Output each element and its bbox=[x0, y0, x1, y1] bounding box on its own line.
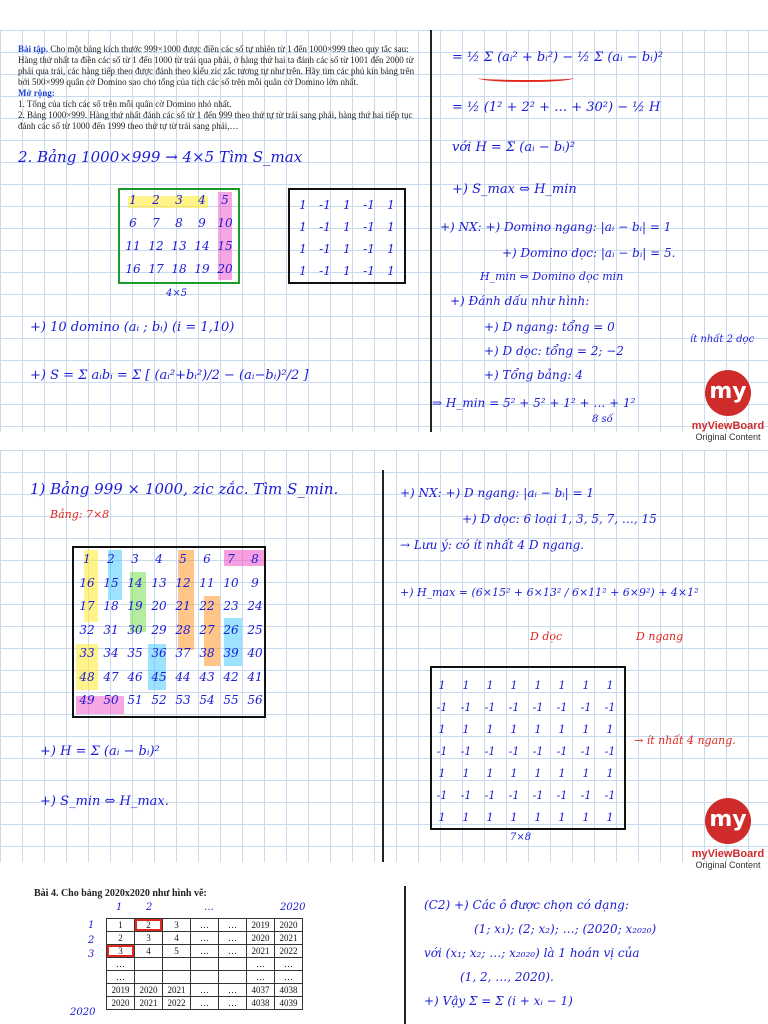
solution-line-4: (1, 2, …, 2020). bbox=[460, 970, 554, 984]
derivation-line-1: = ½ Σ (aᵢ² + bᵢ²) − ½ Σ (aᵢ − bᵢ)² bbox=[452, 50, 664, 65]
grid-cell: 6 bbox=[129, 216, 137, 230]
grid-cell: 48 bbox=[79, 669, 95, 684]
grid-cell: 14 bbox=[194, 239, 210, 253]
grid-cell: 56 bbox=[247, 693, 263, 707]
grid-cell: 53 bbox=[175, 693, 191, 707]
grid-cell: 34 bbox=[103, 646, 119, 660]
problem-heading: Bài tập. bbox=[18, 44, 49, 54]
derivation-line-7: H_min ⇔ Domino dọc min bbox=[480, 270, 624, 283]
whiteboard-page-3 bbox=[0, 882, 768, 1024]
derivation-line-5: +) NX: +) Domino ngang: |aᵢ − bᵢ| = 1 bbox=[440, 220, 672, 234]
sign-cell: -1 bbox=[580, 700, 592, 714]
grid-cell: 41 bbox=[247, 669, 263, 684]
sign-cell: 1 bbox=[462, 722, 470, 736]
sign-cell: 1 bbox=[606, 810, 614, 824]
grid-cell: 2 bbox=[107, 552, 115, 566]
derivation-line-6: +) Domino dọc: |aᵢ − bᵢ| = 5. bbox=[502, 246, 676, 260]
grid-cell: 10 bbox=[217, 216, 233, 230]
table-cell: 2021 bbox=[275, 932, 303, 945]
sign-cell: 1 bbox=[299, 264, 307, 278]
grid-cell: 7 bbox=[227, 552, 235, 566]
solution-line-3: với (x₁; x₂; …; x₂₀₂₀) là 1 hoán vị của bbox=[424, 946, 640, 960]
table-cell bbox=[135, 958, 163, 971]
sign-cell: 1 bbox=[510, 678, 518, 692]
table-cell: … bbox=[191, 919, 219, 932]
derivation-line-3: → Lưu ý: có ít nhất 4 D ngang. bbox=[400, 538, 585, 552]
grid-cell: 14 bbox=[127, 575, 143, 590]
grid-cell: 6 bbox=[203, 552, 211, 566]
sign-cell: 1 bbox=[486, 810, 494, 824]
table-cell: … bbox=[275, 971, 303, 984]
grid-label: 7×8 bbox=[510, 832, 532, 843]
sign-cell: -1 bbox=[363, 264, 375, 278]
table-cell: 2021 bbox=[163, 984, 191, 997]
table-cell: … bbox=[275, 958, 303, 971]
grid-cell: 23 bbox=[223, 599, 239, 613]
derivation-line-4: +) H_max = (6×15² + 6×13² / 6×11² + 6×9²) + 4×1² bbox=[400, 586, 699, 599]
grid-cell: 4 bbox=[155, 552, 163, 566]
sign-cell: -1 bbox=[580, 788, 592, 802]
sign-cell: 1 bbox=[510, 722, 518, 736]
red-underline bbox=[478, 74, 574, 82]
column-divider bbox=[382, 470, 384, 862]
grid-cell: 42 bbox=[223, 669, 239, 684]
grid-cell: 11 bbox=[199, 575, 215, 590]
table-cell: 3 bbox=[163, 919, 191, 932]
grid-cell: 21 bbox=[175, 599, 191, 613]
sign-cell: -1 bbox=[319, 220, 331, 234]
grid-note: → ít nhất 4 ngang. bbox=[634, 734, 736, 747]
derivation-line-2: +) D dọc: 6 loại 1, 3, 5, 7, …, 15 bbox=[462, 512, 657, 526]
table-cell: 2 bbox=[135, 919, 163, 932]
sign-cell: 1 bbox=[387, 198, 395, 212]
grid-cell: 51 bbox=[127, 693, 143, 707]
grid-cell: 52 bbox=[151, 693, 167, 707]
grid-cell: 44 bbox=[175, 669, 191, 684]
sign-cell: 1 bbox=[299, 198, 307, 212]
table-cell: 2021 bbox=[247, 945, 275, 958]
grid-cell: 37 bbox=[175, 646, 191, 660]
table-cell: 4038 bbox=[275, 984, 303, 997]
number-grid-4x5 bbox=[118, 188, 240, 284]
sum-formula: +) S = Σ aᵢbᵢ = Σ [ (aᵢ²+bᵢ²)/2 − (aᵢ−bᵢ)²/2 ] bbox=[30, 368, 309, 383]
table-cell bbox=[163, 958, 191, 971]
sign-cell: 1 bbox=[534, 678, 542, 692]
grid-cell: 17 bbox=[79, 599, 95, 613]
table-cell: 4038 bbox=[247, 997, 275, 1010]
sign-cell: 1 bbox=[558, 810, 566, 824]
derivation-line-13: ⇒ H_min = 5² + 5² + 1² + … + 1² bbox=[432, 396, 636, 410]
derivation-line-1: +) NX: +) D ngang: |aᵢ − bᵢ| = 1 bbox=[400, 486, 595, 500]
sign-cell: -1 bbox=[532, 700, 544, 714]
grid-cell: 18 bbox=[103, 599, 119, 613]
sign-cell: -1 bbox=[556, 788, 568, 802]
grid-cell: 15 bbox=[103, 575, 119, 590]
sign-cell: -1 bbox=[436, 788, 448, 802]
grid-cell: 1 bbox=[83, 552, 91, 566]
grid-cell: 28 bbox=[175, 622, 191, 637]
table-cell: 3 bbox=[135, 932, 163, 945]
grid-cell: 17 bbox=[148, 262, 164, 276]
grid-cell: 33 bbox=[79, 646, 95, 660]
number-grid-7x8 bbox=[72, 546, 266, 718]
grid-cell: 3 bbox=[175, 193, 183, 207]
row-head: 2 bbox=[88, 934, 95, 946]
logo-name: myViewBoard bbox=[691, 848, 765, 860]
solution-line-2: (1; x₁); (2; x₂); …; (2020; x₂₀₂₀) bbox=[474, 922, 657, 936]
derivation-line-10: +) D dọc: tổng = 2; −2 bbox=[484, 344, 624, 358]
derivation-line-11: +) Tổng bảng: 4 bbox=[484, 368, 583, 382]
logo-circle: my bbox=[705, 798, 751, 844]
sign-cell: 1 bbox=[343, 198, 351, 212]
grid-cell: 30 bbox=[127, 622, 143, 637]
sign-cell: -1 bbox=[484, 744, 496, 758]
sign-grid-4x5 bbox=[288, 188, 406, 284]
table-cell: 4 bbox=[135, 945, 163, 958]
sign-cell: 1 bbox=[558, 766, 566, 780]
grid-cell: 5 bbox=[179, 552, 187, 566]
sign-cell: 1 bbox=[462, 766, 470, 780]
grid-cell: 38 bbox=[199, 646, 215, 660]
table-cell: … bbox=[219, 945, 247, 958]
sign-cell: -1 bbox=[484, 788, 496, 802]
sign-cell: -1 bbox=[460, 700, 472, 714]
grid-cell: 19 bbox=[127, 599, 143, 613]
grid-cell: 39 bbox=[223, 646, 239, 660]
board-heading: 1) Bảng 999 × 1000, zic zắc. Tìm S_min. bbox=[30, 480, 339, 498]
sign-cell: -1 bbox=[484, 700, 496, 714]
problem-statement bbox=[18, 44, 423, 132]
sign-cell: -1 bbox=[604, 744, 616, 758]
extension-title: Mở rộng: bbox=[18, 88, 55, 98]
table-cell: … bbox=[191, 984, 219, 997]
table-cell: 2 bbox=[107, 932, 135, 945]
extension-2: 2. Bảng 1000×999. Hàng thứ nhất đánh các số từ 1 đến 999 theo thứ tự từ trái sang phải, hàng thứ hai tiếp tục đánh các số từ 1000 đến 1999 theo thứ tự từ trái sang phải,… bbox=[18, 110, 413, 131]
row-head: 1 bbox=[88, 920, 95, 931]
sign-cell: -1 bbox=[363, 198, 375, 212]
grid-cell: 19 bbox=[194, 262, 210, 276]
sign-cell: 1 bbox=[582, 722, 590, 736]
table-cell: … bbox=[247, 958, 275, 971]
sign-cell: 1 bbox=[486, 722, 494, 736]
sign-cell: 1 bbox=[343, 220, 351, 234]
sign-cell: -1 bbox=[460, 788, 472, 802]
grid-cell: 12 bbox=[148, 239, 164, 253]
sign-cell: 1 bbox=[438, 722, 446, 736]
grid-cell: 18 bbox=[171, 262, 187, 276]
sign-cell: -1 bbox=[508, 700, 520, 714]
sign-cell: -1 bbox=[363, 242, 375, 256]
sign-cell: 1 bbox=[510, 766, 518, 780]
derivation-line-2: = ½ (1² + 2² + … + 30²) − ½ H bbox=[452, 100, 661, 115]
grid-cell: 55 bbox=[223, 693, 239, 707]
solution-line-1: (C2) +) Các ô được chọn có dạng: bbox=[424, 898, 629, 912]
grid-size-label: Bảng: 7×8 bbox=[50, 508, 110, 521]
table-cell: … bbox=[219, 997, 247, 1010]
sign-cell: -1 bbox=[556, 744, 568, 758]
grid-cell: 26 bbox=[223, 622, 239, 637]
table-cell: 2022 bbox=[163, 997, 191, 1010]
grid-cell: 15 bbox=[217, 239, 233, 253]
grid-cell: 25 bbox=[247, 622, 263, 637]
whiteboard-page-1 bbox=[0, 30, 768, 442]
table-2020 bbox=[106, 918, 303, 1010]
sign-cell: 1 bbox=[558, 678, 566, 692]
table-cell: 4 bbox=[163, 932, 191, 945]
table-cell: 2020 bbox=[275, 919, 303, 932]
grid-cell: 49 bbox=[79, 693, 95, 707]
sign-cell: 1 bbox=[438, 678, 446, 692]
grid-cell: 20 bbox=[217, 262, 233, 276]
table-cell: … bbox=[191, 945, 219, 958]
sign-cell: 1 bbox=[558, 722, 566, 736]
sign-cell: 1 bbox=[606, 766, 614, 780]
table-cell: … bbox=[219, 919, 247, 932]
sign-cell: 1 bbox=[343, 264, 351, 278]
sign-cell: 1 bbox=[582, 766, 590, 780]
grid-cell: 43 bbox=[199, 669, 215, 684]
sign-cell: -1 bbox=[436, 700, 448, 714]
logo-circle: my bbox=[705, 370, 751, 416]
sign-cell: 1 bbox=[534, 722, 542, 736]
table-cell: … bbox=[219, 984, 247, 997]
solution-line-5: +) Vậy Σ = Σ (i + xᵢ − 1) bbox=[424, 994, 573, 1008]
table-cell: 2020 bbox=[107, 997, 135, 1010]
sign-cell: -1 bbox=[532, 744, 544, 758]
table-cell bbox=[191, 971, 219, 984]
table-cell bbox=[191, 958, 219, 971]
grid-cell: 11 bbox=[125, 239, 141, 253]
sign-cell: 1 bbox=[387, 242, 395, 256]
sign-cell: -1 bbox=[319, 264, 331, 278]
sign-cell: 1 bbox=[486, 678, 494, 692]
sign-cell: 1 bbox=[606, 678, 614, 692]
sign-cell: -1 bbox=[556, 700, 568, 714]
grid-cell: 8 bbox=[251, 552, 259, 566]
sign-cell: -1 bbox=[604, 788, 616, 802]
sign-cell: -1 bbox=[319, 242, 331, 256]
derivation-line-14: 8 số bbox=[592, 414, 613, 425]
table-cell bbox=[163, 971, 191, 984]
sign-cell: 1 bbox=[462, 678, 470, 692]
problem-text: Cho một bảng kích thước 999×1000 được điền các số tự nhiên từ 1 đến 1000×999 theo quy tắc sau: Hàng thứ nhất ta điền các số từ 1 đến 1000 từ trái qua phải, ở hàng thứ hai ta đánh các số từ 1001 đến 2000 từ phải qua trái, các hàng tiếp theo được đánh theo kiểu zic zắc tương tự như trên. Hãy tìm các phủ kín bảng trên bởi 500×999 quân cờ Domino sao cho tổng của tích các số trên mỗi quân cờ Domino lớn nhất. bbox=[18, 44, 415, 87]
table-cell: 5 bbox=[163, 945, 191, 958]
extension-1: 1. Tổng của tích các số trên mỗi quân cờ Domino nhỏ nhất. bbox=[18, 99, 232, 109]
grid-cell: 2 bbox=[152, 193, 160, 207]
derivation-line-3: với H = Σ (aᵢ − bᵢ)² bbox=[452, 140, 576, 155]
sign-cell: 1 bbox=[299, 242, 307, 256]
logo-subtitle: Original Content bbox=[695, 860, 761, 870]
row-head: 2020 bbox=[70, 1007, 96, 1018]
grid-label: 4×5 bbox=[166, 288, 188, 299]
column-head: 1 bbox=[116, 902, 123, 913]
table-cell: … bbox=[107, 958, 135, 971]
table-cell: … bbox=[191, 997, 219, 1010]
myviewboard-logo bbox=[688, 798, 768, 870]
sign-cell: 1 bbox=[534, 810, 542, 824]
grid-cell: 31 bbox=[103, 622, 119, 637]
table-cell: 4039 bbox=[275, 997, 303, 1010]
table-cell: 2019 bbox=[247, 919, 275, 932]
table-cell: … bbox=[219, 932, 247, 945]
table-cell: 2021 bbox=[135, 997, 163, 1010]
grid-cell: 24 bbox=[247, 599, 263, 613]
problem-title: Bài 4. Cho bảng 2020x2020 như hình vẽ: bbox=[34, 888, 207, 899]
sign-cell: -1 bbox=[460, 744, 472, 758]
grid-cell: 32 bbox=[79, 622, 95, 637]
grid-cell: 16 bbox=[79, 575, 95, 590]
grid-cell: 54 bbox=[199, 693, 215, 707]
grid-cell: 3 bbox=[131, 552, 139, 566]
grid-cell: 9 bbox=[198, 216, 206, 230]
table-cell bbox=[219, 971, 247, 984]
table-cell bbox=[135, 971, 163, 984]
row-head: 3 bbox=[88, 949, 95, 960]
grid-cell: 8 bbox=[175, 216, 183, 230]
table-cell bbox=[219, 958, 247, 971]
sign-cell: 1 bbox=[387, 264, 395, 278]
grid-cell: 36 bbox=[151, 646, 167, 660]
sign-cell: 1 bbox=[438, 810, 446, 824]
grid-cell: 13 bbox=[171, 239, 187, 253]
table-cell: 2020 bbox=[135, 984, 163, 997]
sign-cell: -1 bbox=[319, 198, 331, 212]
sign-cell: 1 bbox=[534, 766, 542, 780]
sign-cell: 1 bbox=[606, 722, 614, 736]
grid-cell: 9 bbox=[251, 575, 259, 590]
grid-cell: 1 bbox=[129, 193, 137, 207]
grid-cell: 45 bbox=[151, 669, 167, 684]
column-head: … bbox=[204, 902, 214, 913]
sign-cell: -1 bbox=[508, 788, 520, 802]
sign-cell: 1 bbox=[438, 766, 446, 780]
sign-cell: -1 bbox=[363, 220, 375, 234]
sign-cell: 1 bbox=[582, 678, 590, 692]
sign-cell: 1 bbox=[486, 766, 494, 780]
sign-cell: 1 bbox=[582, 810, 590, 824]
sign-cell: 1 bbox=[299, 220, 307, 234]
column-divider bbox=[404, 886, 406, 1024]
grid-cell: 20 bbox=[151, 599, 167, 613]
grid-cell: 47 bbox=[103, 669, 119, 684]
sign-cell: 1 bbox=[462, 810, 470, 824]
column-divider bbox=[430, 30, 432, 432]
domino-line: +) 10 domino (aᵢ ; bᵢ) (i = 1,10) bbox=[30, 320, 235, 335]
sign-grid-7x8 bbox=[430, 666, 626, 830]
board-heading: 2. Bảng 1000×999 → 4×5 Tìm S_max bbox=[18, 148, 303, 166]
table-cell: … bbox=[247, 971, 275, 984]
sign-cell: -1 bbox=[436, 744, 448, 758]
smin-line: +) S_min ⇔ H_max. bbox=[40, 794, 169, 809]
table-cell: 2022 bbox=[275, 945, 303, 958]
derivation-line-9: +) D ngang: tổng = 0 bbox=[484, 320, 615, 334]
whiteboard-page-2 bbox=[0, 450, 768, 870]
grid-cell: 29 bbox=[151, 622, 167, 637]
sign-cell: -1 bbox=[604, 700, 616, 714]
derivation-line-8: +) Đánh dấu như hình: bbox=[450, 294, 590, 308]
grid-cell: 40 bbox=[247, 646, 263, 660]
sign-cell: -1 bbox=[508, 744, 520, 758]
table-cell: … bbox=[107, 971, 135, 984]
grid-cell: 35 bbox=[127, 646, 143, 660]
sign-cell: -1 bbox=[532, 788, 544, 802]
myviewboard-logo bbox=[688, 370, 768, 442]
sign-cell: 1 bbox=[510, 810, 518, 824]
table-cell: 3 bbox=[107, 945, 135, 958]
table-cell: … bbox=[191, 932, 219, 945]
h-formula: +) H = Σ (aᵢ − bᵢ)² bbox=[40, 744, 160, 759]
table-cell: 2019 bbox=[107, 984, 135, 997]
label-vertical: D dọc bbox=[530, 630, 563, 643]
grid-cell: 50 bbox=[103, 693, 119, 707]
sign-cell: 1 bbox=[343, 242, 351, 256]
grid-cell: 10 bbox=[223, 575, 239, 590]
grid-cell: 22 bbox=[199, 599, 215, 613]
column-head: 2020 bbox=[280, 902, 306, 913]
sign-cell: 1 bbox=[387, 220, 395, 234]
table-cell: 2020 bbox=[247, 932, 275, 945]
table-cell: 4037 bbox=[247, 984, 275, 997]
brace-note: ít nhất 2 dọc bbox=[690, 334, 755, 345]
grid-cell: 4 bbox=[198, 193, 206, 207]
sign-cell: -1 bbox=[580, 744, 592, 758]
grid-cell: 46 bbox=[127, 669, 143, 684]
column-head: 2 bbox=[146, 902, 153, 913]
logo-name: myViewBoard bbox=[691, 420, 765, 432]
label-horizontal: D ngang bbox=[636, 630, 684, 643]
logo-subtitle: Original Content bbox=[695, 432, 761, 442]
grid-cell: 16 bbox=[125, 262, 141, 276]
grid-cell: 12 bbox=[175, 575, 191, 590]
grid-cell: 13 bbox=[151, 575, 167, 590]
grid-cell: 27 bbox=[199, 622, 215, 637]
grid-cell: 7 bbox=[152, 216, 160, 230]
grid-cell: 5 bbox=[221, 193, 229, 207]
table-cell: 1 bbox=[107, 919, 135, 932]
derivation-line-4: +) S_max ⇔ H_min bbox=[452, 182, 577, 197]
